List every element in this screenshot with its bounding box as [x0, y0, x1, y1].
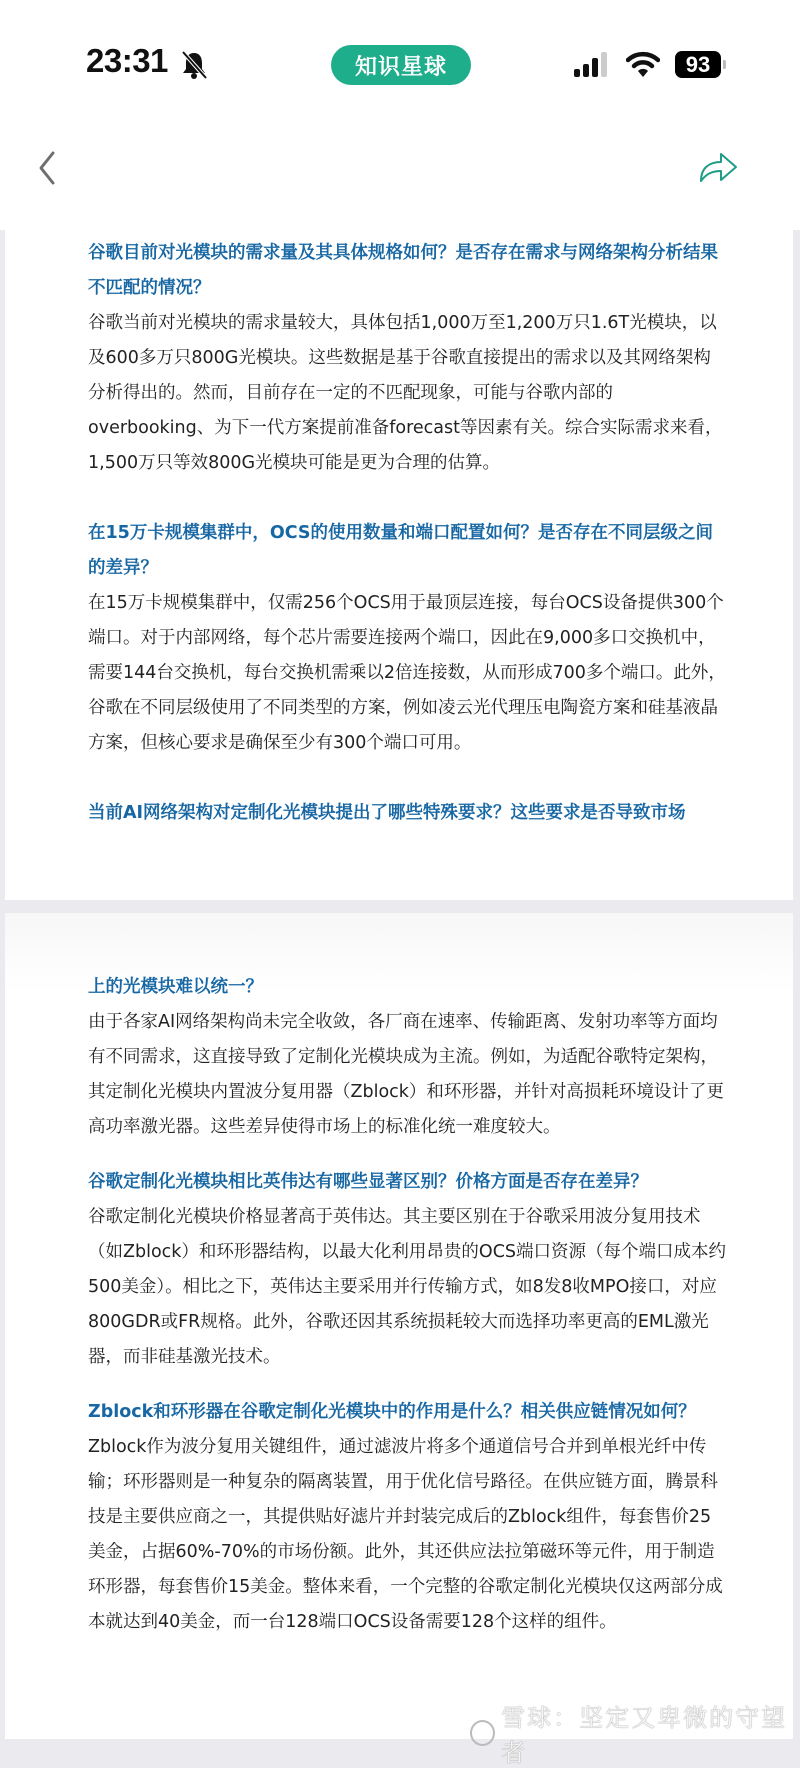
battery-tip — [723, 60, 726, 69]
section-gap — [88, 1145, 728, 1165]
qa-answer: 谷歌定制化光模块价格显著高于英伟达。其主要区别在于谷歌采用波分复用技术（如Zblock）和环形器结构，以最大化利用昂贵的OCS端口资源（每个端口成本约500美金）。相比之下，英伟达主要采用并行传输方式，如8发8收MPO接口，对应800GDR或FR规格。此外，谷歌还因其系统损耗较大而选择功率更高的EML激光器，而非硅基激光技术。 — [88, 1207, 727, 1367]
xueqiu-logo-icon — [470, 1720, 495, 1746]
bell-slash-icon — [180, 50, 208, 80]
qa-answer: 在15万卡规模集群中，仅需256个OCS用于最顶层连接，每台OCS设备提供300个端口。对于内部网络，每个芯片需要连接两个端口，因此在9,000多口交换机中，需要144台交换机，每台交换机需乘以2倍连接数，从而形成700多个端口。此外，谷歌在不同层级使用了不同类型的方案，例如凌云光代理压电陶瓷方案和硅基液晶方案，但核心要求是确保至少有300个端口可用。 — [88, 593, 726, 753]
status-time: 23:31 — [86, 42, 168, 79]
app-switch-pill[interactable]: 知识星球 — [331, 45, 471, 85]
qa-question: Zblock和环形器在谷歌定制化光模块中的作用是什么？相关供应链情况如何？ — [88, 1402, 696, 1422]
back-button[interactable] — [36, 150, 60, 186]
qa-answer: Zblock作为波分复用关键组件，通过滤波片将多个通道信号合并到单根光纤中传输；环形器则是一种复杂的隔离装置，用于优化信号路径。在供应链方面，腾景科技是主要供应商之一，其提供贴好滤片并封装完成后的Zblock组件，每套售价25美金，占据60%-70%的市场份额。此外，其还供应法拉第磁环等元件，用于制造环形器，每套售价15美金。整体来看，一个完整的谷歌定制化光模块仅这两部分成本就达到40美金，而一台128端口OCS设备需要128个这样的组件。 — [88, 1437, 723, 1632]
share-button[interactable] — [697, 150, 739, 184]
section-gap — [88, 481, 728, 516]
article-content-1 — [88, 236, 728, 831]
qa-question: 上的光模块难以统一？ — [88, 977, 263, 997]
qa-answer: 由于各家AI网络架构尚未完全收敛，各厂商在速率、传输距离、发射功率等方面均有不同需求，这直接导致了定制化光模块成为主流。例如，为适配谷歌特定架构，其定制化光模块内置波分复用器（Zblock）和环形器，并针对高损耗环境设计了更高功率激光器。这些差异使得市场上的标准化统一难度较大。 — [88, 1012, 724, 1137]
article-page-2 — [5, 913, 793, 1739]
wifi-icon — [626, 50, 660, 78]
cellular-signal-icon — [573, 50, 609, 78]
qa-question: 当前AI网络架构对定制化光模块提出了哪些特殊要求？这些要求是否导致市场 — [88, 803, 686, 823]
top-bar — [0, 0, 800, 230]
watermark — [470, 1698, 800, 1768]
page-top-space — [88, 870, 728, 970]
qa-question: 在15万卡规模集群中，OCS的使用数量和端口配置如何？是否存在不同层级之间的差异？ — [88, 523, 713, 578]
qa-question: 谷歌目前对光模块的需求量及其具体规格如何？是否存在需求与网络架构分析结果不匹配的情况？ — [88, 243, 718, 298]
qa-answer: 谷歌当前对光模块的需求量较大，具体包括1,000万至1,200万只1.6T光模块，以及600多万只800G光模块。这些数据是基于谷歌直接提出的需求以及其网络架构分析得出的。然而，目前存在一定的不匹配现象，可能与谷歌内部的overbooking、为下一代方案提前准备forecast等因素有关。综合实际需求来看，1,500万只等效800G光模块可能是更为合理的估算。 — [88, 313, 723, 473]
section-gap — [88, 761, 728, 796]
battery-indicator: 93 — [675, 51, 721, 78]
section-gap — [88, 1375, 728, 1395]
article-page-1 — [5, 230, 793, 900]
watermark-text: 雪球：坚定又卑微的守望者 — [501, 1704, 788, 1767]
article-content-2 — [88, 870, 728, 1640]
qa-question: 谷歌定制化光模块相比英伟达有哪些显著区别？价格方面是否存在差异？ — [88, 1172, 648, 1192]
